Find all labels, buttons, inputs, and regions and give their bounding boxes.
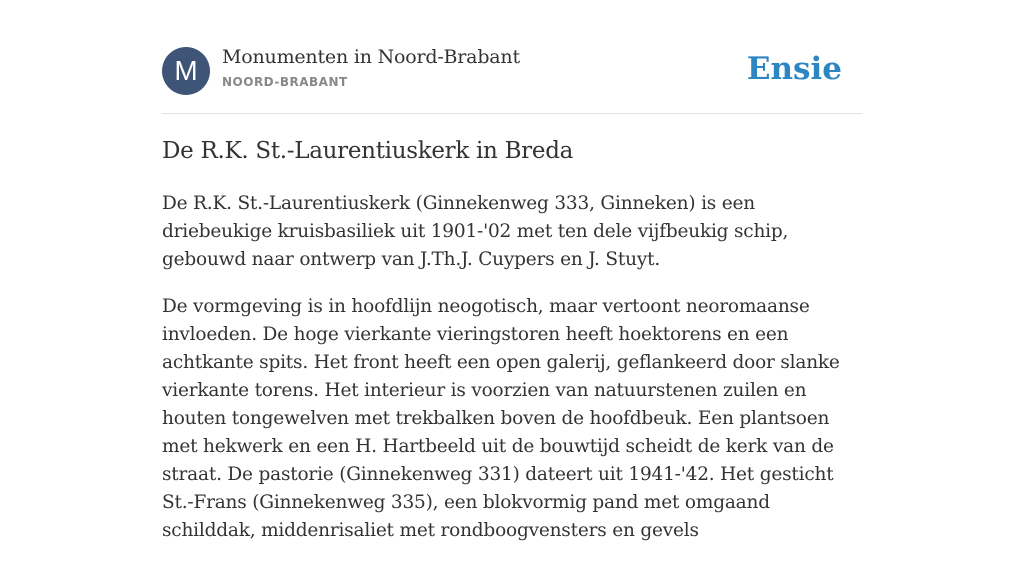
avatar[interactable]: M xyxy=(162,47,210,95)
header-divider xyxy=(162,113,862,114)
article-paragraph: De vormgeving is in hoofdlijn neogotisch, maar vertoont neoromaanse invloeden. De hoge vierkante vieringstoren heeft hoektorens en een achtkante spits. Het front heeft een open galerij, geflankeerd door slanke vierkante torens. Het interieur is voorzien van natuurstenen zuilen en houten tongewelven met trekbalken boven de hoofdbeuk. Een plantsoen met hekwerk en een H. Hartbeeld uit de bouwtijd scheidt de kerk van de straat. De pastorie (Ginnekenweg 331) dateert uit 1941-'42. Het gesticht St.-Frans (Ginnekenweg 335), een blokvormig pand met omgaand schilddak, middenrisaliet met rondboogvensters en gevels xyxy=(162,296,840,541)
article-body xyxy=(162,190,862,564)
article-title: De R.K. St.-Laurentiuskerk in Breda xyxy=(162,138,574,164)
site-header xyxy=(162,46,862,96)
brand-logo[interactable]: Ensie xyxy=(746,51,842,87)
site-subtitle[interactable]: NOORD-BRABANT xyxy=(222,75,348,89)
article-paragraph: De R.K. St.-Laurentiuskerk (Ginnekenweg 333, Ginneken) is een driebeukige kruisbasiliek uit 1901-'02 met ten dele vijfbeukig schip, gebouwd naar ontwerp van J.Th.J. Cuypers en J. Stuyt. xyxy=(162,193,789,270)
site-title[interactable]: Monumenten in Noord-Brabant xyxy=(222,46,520,68)
